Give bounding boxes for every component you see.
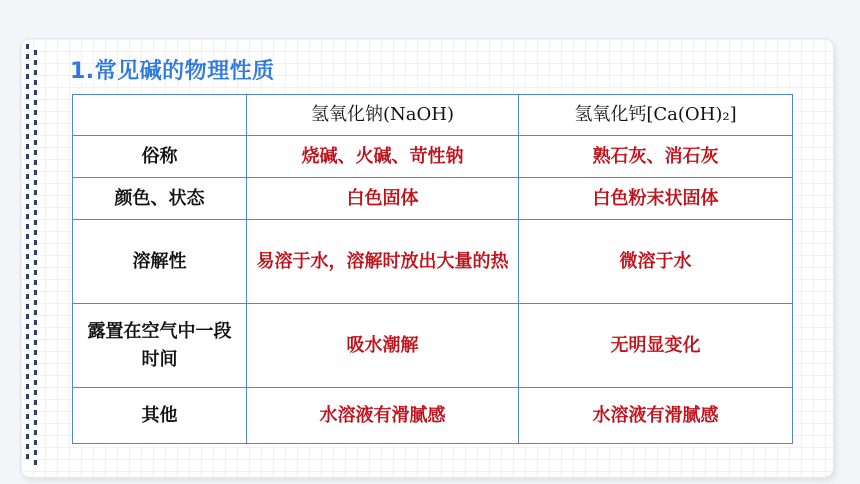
binding-mark [34, 120, 37, 125]
binding-mark [26, 104, 29, 109]
binding-mark [34, 240, 37, 245]
binding-mark [34, 140, 37, 145]
table-row [73, 388, 793, 444]
naoh-value: 吸水潮解 [247, 304, 519, 388]
header-caoh: 氢氧化钙[Ca(OH)₂] [519, 95, 793, 136]
properties-table [72, 94, 793, 444]
binding-mark [34, 460, 37, 465]
binding-mark [34, 400, 37, 405]
binding-mark [34, 420, 37, 425]
binding-mark [26, 434, 29, 439]
row-label: 其他 [73, 388, 247, 444]
binding-mark [26, 264, 29, 269]
binding-mark [26, 414, 29, 419]
binding-mark [26, 84, 29, 89]
binding-mark [26, 384, 29, 389]
caoh-value: 白色粉末状固体 [519, 178, 793, 220]
binding-mark [34, 180, 37, 185]
row-label: 颜色、状态 [73, 178, 247, 220]
binding-mark [34, 450, 37, 455]
binding-mark [34, 280, 37, 285]
table-row [73, 220, 793, 304]
binding-mark [26, 64, 29, 69]
binding-mark [34, 170, 37, 175]
binding-mark [26, 244, 29, 249]
table-row [73, 136, 793, 178]
binding-mark [34, 390, 37, 395]
binding-mark [34, 70, 37, 75]
binding-mark [34, 80, 37, 85]
binding-mark [34, 370, 37, 375]
binding-mark [26, 444, 29, 449]
binding-mark [26, 174, 29, 179]
row-label: 露置在空气中一段时间 [73, 304, 247, 388]
binding-mark [26, 124, 29, 129]
binding-mark [26, 134, 29, 139]
binding-mark [34, 290, 37, 295]
row-label: 俗称 [73, 136, 247, 178]
binding-mark [34, 90, 37, 95]
binding-mark [26, 324, 29, 329]
binding-mark [34, 250, 37, 255]
binding-mark [34, 310, 37, 315]
binding-mark [34, 50, 37, 55]
binding-mark [34, 360, 37, 365]
binding-mark [26, 94, 29, 99]
binding-mark [34, 160, 37, 165]
binding-mark [34, 200, 37, 205]
row-label: 溶解性 [73, 220, 247, 304]
binding-mark [26, 294, 29, 299]
binding-mark [34, 260, 37, 265]
caoh-value: 无明显变化 [519, 304, 793, 388]
binding-mark [26, 234, 29, 239]
binding-mark [26, 274, 29, 279]
table-row [73, 304, 793, 388]
binding-mark [34, 330, 37, 335]
binding-mark [26, 214, 29, 219]
binding-mark [26, 224, 29, 229]
binding-mark [26, 454, 29, 459]
binding-mark [26, 354, 29, 359]
binding-mark [26, 164, 29, 169]
naoh-value: 易溶于水，溶解时放出大量的热 [247, 220, 519, 304]
binding-mark [34, 430, 37, 435]
binding-mark [26, 254, 29, 259]
binding-mark [26, 404, 29, 409]
binding-mark [26, 114, 29, 119]
header-naoh: 氢氧化钠(NaOH) [247, 95, 519, 136]
naoh-value: 水溶液有滑腻感 [247, 388, 519, 444]
binding-mark [34, 220, 37, 225]
binding-mark [34, 380, 37, 385]
binding-mark [26, 74, 29, 79]
binding-mark [34, 100, 37, 105]
binding-mark [34, 320, 37, 325]
binding-mark [26, 284, 29, 289]
caoh-value: 微溶于水 [519, 220, 793, 304]
binding-mark [26, 184, 29, 189]
binding-mark [34, 440, 37, 445]
binding-mark [34, 110, 37, 115]
naoh-value: 白色固体 [247, 178, 519, 220]
binding-mark [34, 300, 37, 305]
notebook-binding [26, 44, 40, 474]
binding-mark [26, 314, 29, 319]
table-header-row [73, 95, 793, 136]
binding-mark [26, 144, 29, 149]
binding-mark [26, 394, 29, 399]
binding-mark [34, 210, 37, 215]
binding-mark [34, 410, 37, 415]
binding-mark [34, 130, 37, 135]
binding-mark [26, 54, 29, 59]
binding-mark [26, 424, 29, 429]
naoh-value: 烧碱、火碱、苛性钠 [247, 136, 519, 178]
binding-mark [26, 364, 29, 369]
binding-mark [34, 340, 37, 345]
page-title: 1.常见碱的物理性质 [70, 59, 275, 84]
binding-mark [34, 230, 37, 235]
binding-mark [34, 150, 37, 155]
binding-mark [34, 270, 37, 275]
binding-mark [34, 350, 37, 355]
binding-mark [26, 204, 29, 209]
caoh-value: 熟石灰、消石灰 [519, 136, 793, 178]
binding-mark [26, 44, 29, 49]
table-row [73, 178, 793, 220]
binding-mark [34, 190, 37, 195]
binding-mark [26, 304, 29, 309]
caoh-value: 水溶液有滑腻感 [519, 388, 793, 444]
binding-mark [26, 344, 29, 349]
binding-mark [26, 194, 29, 199]
binding-mark [34, 60, 37, 65]
binding-mark [26, 154, 29, 159]
binding-mark [26, 374, 29, 379]
header-corner-cell [73, 95, 247, 136]
binding-mark [26, 334, 29, 339]
